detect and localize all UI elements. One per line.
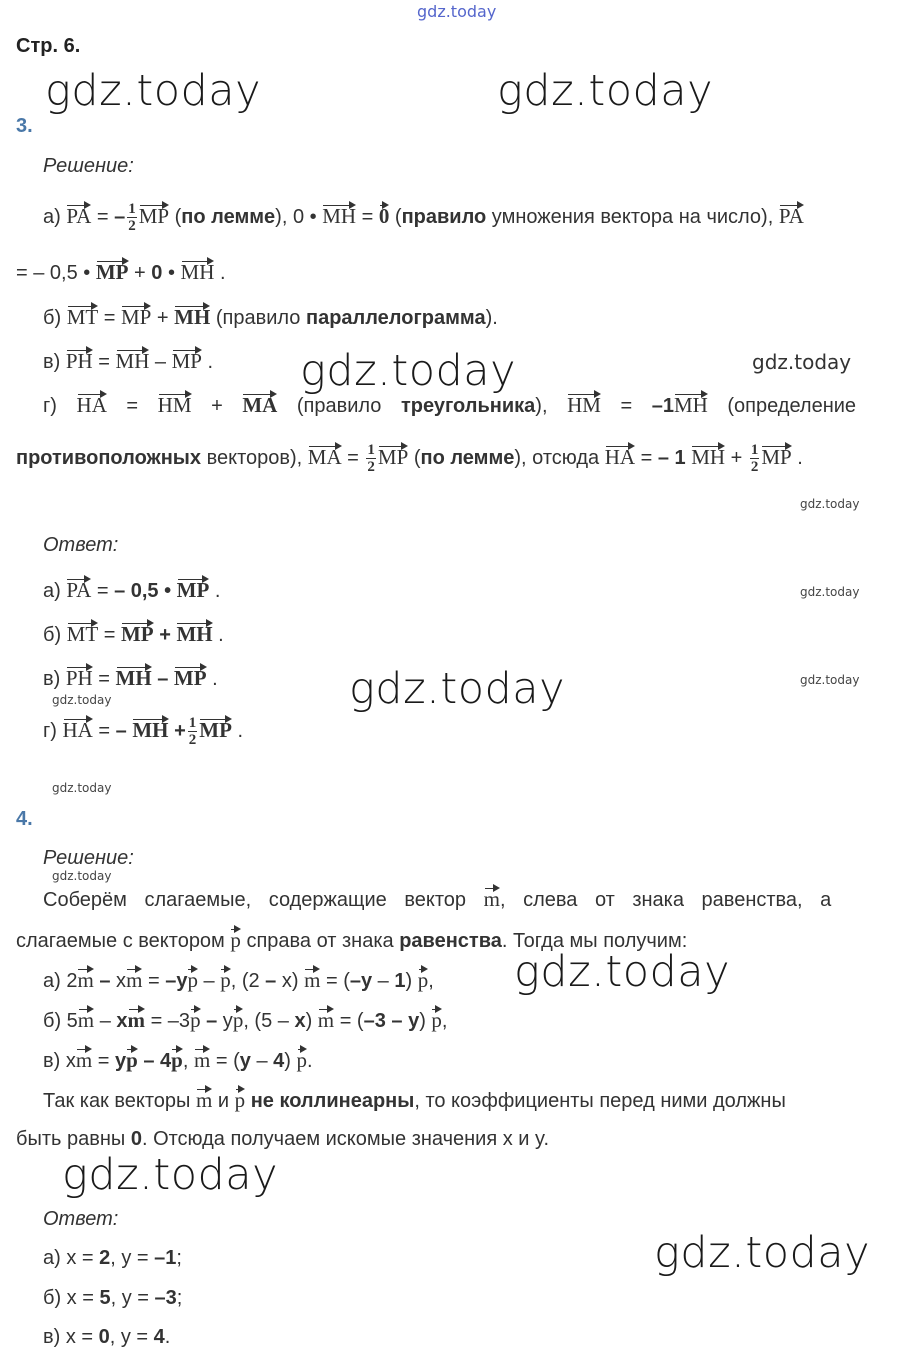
watermark: gdz.today (45, 66, 262, 116)
task4-eq-b: б) 5m – xm = –3p – yp, (5 – x) m = (–3 – y) p, (43, 1008, 448, 1032)
page-title: Стр. 6. (16, 35, 81, 57)
task-number: 4. (16, 808, 33, 830)
answer-c: в) PH = MH – MP . (43, 666, 218, 690)
watermark: gdz.today (52, 781, 112, 795)
watermark: gdz.today (752, 350, 852, 374)
task4-line-2: слагаемые с вектором p справа от знака равенства. Тогда мы получим: (16, 928, 688, 952)
answer-a: а) PA = – 0,5 • MP . (43, 578, 221, 602)
answer-item: б) x = 5, y = –3; (43, 1287, 183, 1309)
watermark: gdz.today (514, 947, 731, 997)
watermark: gdz.today (800, 585, 860, 599)
task4-eq-c: в) xm = yp – 4p, m = (y – 4) p. (43, 1048, 313, 1072)
solution-line-b: б) MT = MP + MH (правило параллелограмма). (43, 305, 498, 329)
answer-b: б) MT = MP + MH . (43, 622, 224, 646)
watermark: gdz.today (800, 497, 860, 511)
solution-label: Решение: (43, 847, 134, 869)
watermark: gdz.today (800, 673, 860, 687)
task-number: 3. (16, 115, 33, 137)
watermark: gdz.today (52, 869, 112, 883)
watermark: gdz.today (417, 2, 497, 21)
task4-line-4: быть равны 0. Отсюда получаем искомые значения x и y. (16, 1128, 550, 1150)
answer-label: Ответ: (43, 1208, 119, 1230)
solution-line-a: а) PA = – $\frac{1}{2}$ MP (по лемме), 0 • MH = 0 (правило умножения вектора на число), PA (43, 201, 804, 234)
answer-label: Ответ: (43, 534, 119, 556)
solution-line-d: г) HA = HM + MA (правило треугольника), HM = –1MH (определение (43, 393, 857, 417)
solution-label: Решение: (43, 155, 134, 177)
answer-d: г) HA = – MH + $\frac{1}{2}$ MP . (43, 715, 244, 748)
solution-line-c: в) PH = MH – MP . (43, 349, 214, 373)
watermark: gdz.today (52, 693, 112, 707)
answer-item: в) x = 0, y = 4. (43, 1326, 171, 1348)
watermark: gdz.today (349, 664, 566, 714)
task4-eq-a: а) 2m – xm = –yp – p, (2 – x) m = (–y – 1) p, (43, 968, 434, 992)
answer-item: а) x = 2, y = –1; (43, 1247, 182, 1269)
watermark: gdz.today (300, 346, 517, 396)
solution-line-a2: = – 0,5 • MP + 0 • MH . (16, 260, 226, 284)
task4-line-1: Соберём слагаемые, содержащие вектор m, слева от знака равенства, а (43, 887, 832, 911)
watermark: gdz.today (654, 1228, 871, 1278)
task4-line-3: Так как векторы m и p не коллинеарны, то коэффициенты перед ними должны (43, 1088, 786, 1112)
watermark: gdz.today (497, 66, 714, 116)
solution-line-d2: противоположных векторов), MA = $\frac{1}{2}$ MP (по лемме), отсюда HA = – 1 MH + $\frac{1}{2}$ MP . (16, 442, 803, 475)
watermark: gdz.today (62, 1150, 279, 1200)
